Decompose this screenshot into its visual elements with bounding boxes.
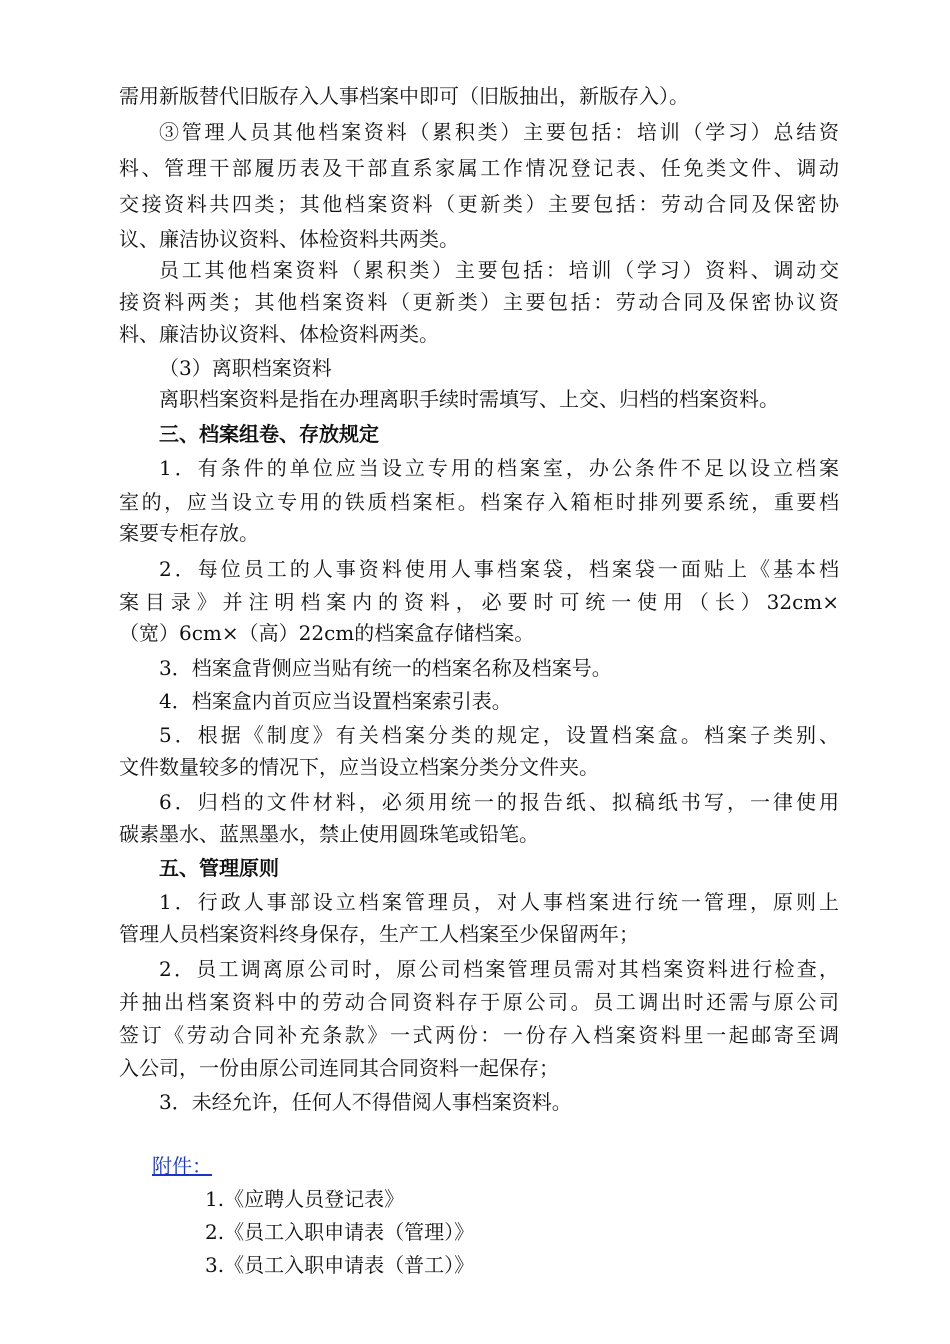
paragraph-line: 2．每位员工的人事资料使用人事档案袋，档案袋一面贴上《基本档 (159, 557, 839, 581)
paragraph-line: 需用新版替代旧版存入人事档案中即可（旧版抽出，新版存入）。 (119, 84, 689, 108)
paragraph-line: 料、廉洁协议资料、体检资料两类。 (119, 322, 439, 346)
attachments-link[interactable]: 附件： (152, 1154, 212, 1178)
paragraph-line: 4．档案盒内首页应当设置档案索引表。 (159, 689, 512, 713)
paragraph-line: 入公司，一份由原公司连同其合同资料一起保存； (119, 1056, 559, 1080)
paragraph-line: 5．根据《制度》有关档案分类的规定，设置档案盒。档案子类别、 (159, 723, 839, 747)
paragraph-line: 碳素墨水、蓝黑墨水，禁止使用圆珠笔或铅笔。 (119, 822, 539, 846)
paragraph-line: 员工其他档案资料（累积类）主要包括：培训（学习）资料、调动交 (159, 258, 839, 282)
paragraph-line: 案要专柜存放。 (119, 521, 259, 545)
paragraph-line: 3．未经允许，任何人不得借阅人事档案资料。 (159, 1090, 572, 1114)
paragraph-line: （宽）6cm×（高）22cm的档案盒存储档案。 (119, 621, 535, 645)
paragraph-line: 1．有条件的单位应当设立专用的档案室，办公条件不足以设立档案 (159, 456, 839, 480)
paragraph-line: 并抽出档案资料中的劳动合同资料存于原公司。员工调出时还需与原公司 (119, 990, 839, 1014)
attachment-item: 3.《员工入职申请表（普工）》 (205, 1253, 475, 1277)
paragraph-line: 接资料两类；其他档案资料（更新类）主要包括：劳动合同及保密协议资 (119, 290, 839, 314)
paragraph-line: 议、廉洁协议资料、体检资料共两类。 (119, 227, 459, 251)
attachment-item: 2.《员工入职申请表（管理）》 (205, 1220, 475, 1244)
paragraph-line: 管理人员档案资料终身保存，生产工人档案至少保留两年； (119, 922, 639, 946)
paragraph-line: 室的，应当设立专用的铁质档案柜。档案存入箱柜时排列要系统，重要档 (119, 490, 839, 514)
attachment-item: 1.《应聘人员登记表》 (205, 1187, 405, 1211)
section-heading: 五、管理原则 (159, 856, 279, 880)
paragraph-line: 签订《劳动合同补充条款》一式两份：一份存入档案资料里一起邮寄至调 (119, 1023, 839, 1047)
section-subheading: （3）离职档案资料 (159, 356, 332, 380)
paragraph-line: ③管理人员其他档案资料（累积类）主要包括：培训（学习）总结资 (159, 120, 839, 144)
paragraph-line: 交接资料共四类；其他档案资料（更新类）主要包括：劳动合同及保密协 (119, 192, 839, 216)
section-heading: 三、档案组卷、存放规定 (159, 422, 379, 446)
paragraph-line: 2．员工调离原公司时，原公司档案管理员需对其档案资料进行检查， (159, 957, 839, 981)
paragraph-line: 6．归档的文件材料，必须用统一的报告纸、拟稿纸书写，一律使用 (159, 790, 839, 814)
paragraph-line: 3．档案盒背侧应当贴有统一的档案名称及档案号。 (159, 656, 612, 680)
paragraph-line: 离职档案资料是指在办理离职手续时需填写、上交、归档的档案资料。 (159, 387, 779, 411)
paragraph-line: 1．行政人事部设立档案管理员，对人事档案进行统一管理，原则上 (159, 890, 839, 914)
paragraph-line: 案目录》并注明档案内的资料，必要时可统一使用（长）32cm× (119, 590, 839, 614)
paragraph-line: 文件数量较多的情况下，应当设立档案分类分文件夹。 (119, 755, 599, 779)
paragraph-line: 料、管理干部履历表及干部直系家属工作情况登记表、任免类文件、调动 (119, 156, 839, 180)
